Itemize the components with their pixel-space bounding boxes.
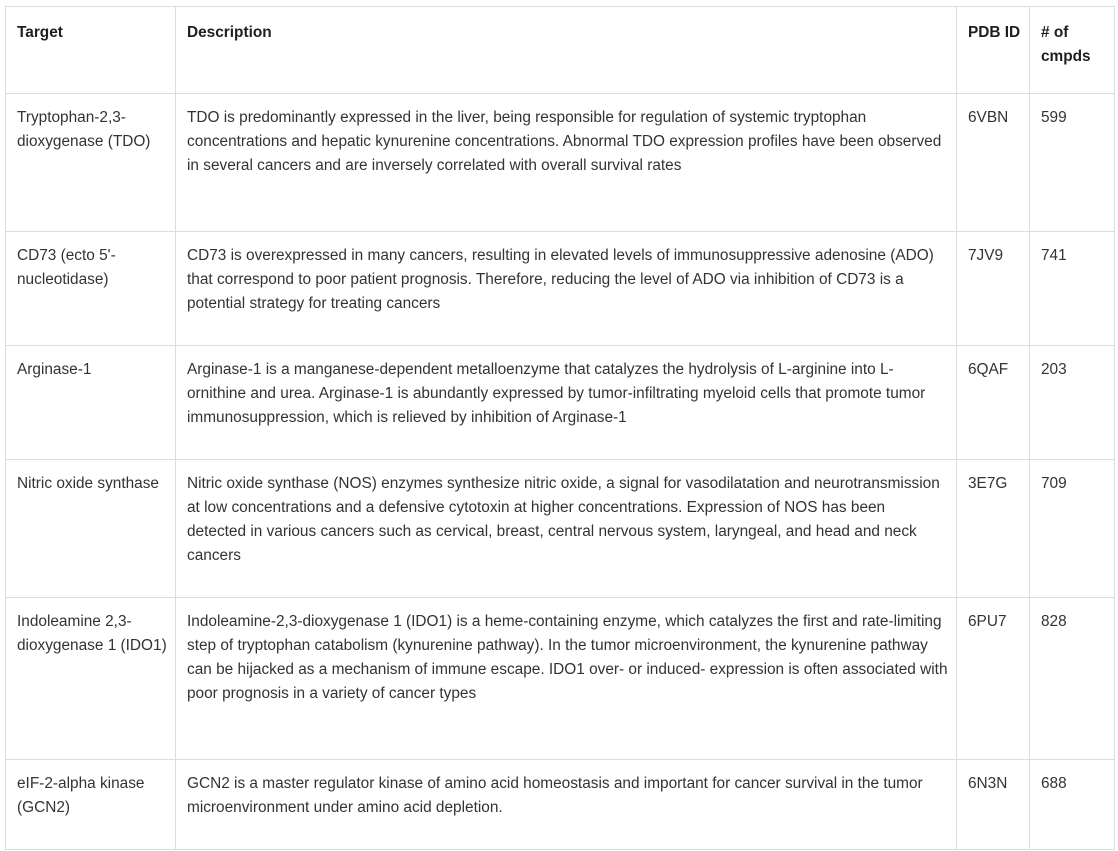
cell-pdb-id: 6QAF bbox=[957, 346, 1030, 460]
cell-pdb-id: 3E7G bbox=[957, 460, 1030, 598]
cell-cmpds: 709 bbox=[1030, 460, 1115, 598]
cell-target: Indoleamine 2,3-dioxygenase 1 (IDO1) bbox=[6, 598, 176, 760]
cell-cmpds: 741 bbox=[1030, 232, 1115, 346]
table-row bbox=[6, 460, 1115, 598]
cell-cmpds: 203 bbox=[1030, 346, 1115, 460]
cell-pdb-id: 6VBN bbox=[957, 94, 1030, 232]
table-body bbox=[6, 94, 1115, 850]
cell-target: eIF-2-alpha kinase (GCN2) bbox=[6, 760, 176, 850]
cell-cmpds: 688 bbox=[1030, 760, 1115, 850]
cell-description: GCN2 is a master regulator kinase of amino acid homeostasis and important for cancer survival in the tumor microenvironment under amino acid depletion. bbox=[176, 760, 957, 850]
table-row bbox=[6, 346, 1115, 460]
cell-target: Tryptophan-2,3-dioxygenase (TDO) bbox=[6, 94, 176, 232]
cell-pdb-id: 7JV9 bbox=[957, 232, 1030, 346]
cell-pdb-id: 6PU7 bbox=[957, 598, 1030, 760]
cell-target: Nitric oxide synthase bbox=[6, 460, 176, 598]
table-row bbox=[6, 598, 1115, 760]
header-description: Description bbox=[176, 7, 957, 94]
cell-cmpds: 599 bbox=[1030, 94, 1115, 232]
table-row bbox=[6, 760, 1115, 850]
table-row bbox=[6, 232, 1115, 346]
cell-target: Arginase-1 bbox=[6, 346, 176, 460]
targets-table bbox=[5, 6, 1115, 850]
header-row bbox=[6, 7, 1115, 94]
header-cmpds: # of cmpds bbox=[1030, 7, 1115, 94]
cell-description: TDO is predominantly expressed in the liver, being responsible for regulation of systemic tryptophan concentrations and hepatic kynurenine concentrations. Abnormal TDO expression profiles have been observed in several cancers and are inversely correlated with overall survival rates bbox=[176, 94, 957, 232]
cell-description: CD73 is overexpressed in many cancers, resulting in elevated levels of immunosuppressive adenosine (ADO) that correspond to poor patient prognosis. Therefore, reducing the level of ADO via inhibition of CD73 is a potential strategy for treating cancers bbox=[176, 232, 957, 346]
header-target: Target bbox=[6, 7, 176, 94]
cell-description: Arginase-1 is a manganese-dependent metalloenzyme that catalyzes the hydrolysis of L-arginine into L-ornithine and urea. Arginase-1 is abundantly expressed by tumor-infiltrating myeloid cells that promote tumor immunosuppression, which is relieved by inhibition of Arginase-1 bbox=[176, 346, 957, 460]
table-header bbox=[6, 7, 1115, 94]
targets-table-container bbox=[5, 6, 1114, 850]
cell-target: CD73 (ecto 5'-nucleotidase) bbox=[6, 232, 176, 346]
header-pdb-id: PDB ID bbox=[957, 7, 1030, 94]
cell-pdb-id: 6N3N bbox=[957, 760, 1030, 850]
cell-description: Indoleamine-2,3-dioxygenase 1 (IDO1) is a heme-containing enzyme, which catalyzes the first and rate-limiting step of tryptophan catabolism (kynurenine pathway). In the tumor microenvironment, the kynurenine pathway can be hijacked as a mechanism of immune escape. IDO1 over- or induced- expression is often associated with poor prognosis in a variety of cancer types bbox=[176, 598, 957, 760]
table-row bbox=[6, 94, 1115, 232]
cell-description: Nitric oxide synthase (NOS) enzymes synthesize nitric oxide, a signal for vasodilatation and neurotransmission at low concentrations and a defensive cytotoxin at higher concentrations. Expression of NOS has been detected in various cancers such as cervical, breast, central nervous system, laryngeal, and head and neck cancers bbox=[176, 460, 957, 598]
cell-cmpds: 828 bbox=[1030, 598, 1115, 760]
